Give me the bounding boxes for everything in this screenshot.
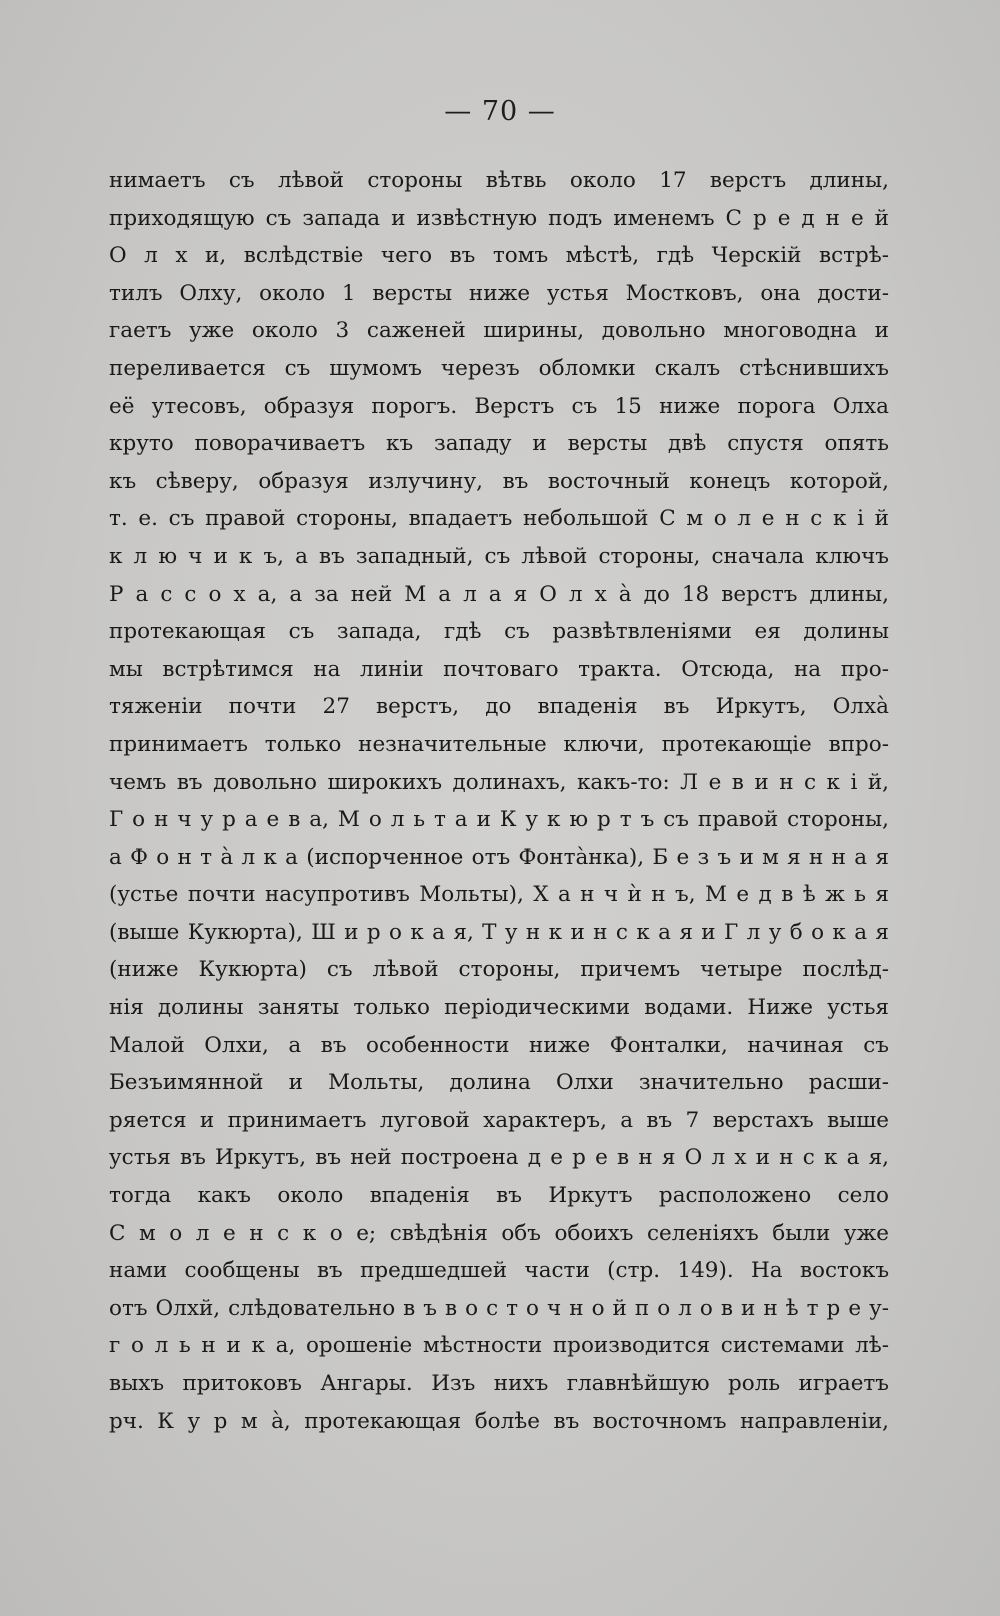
text-line: к л ю ч и к ъ, а въ западный, съ лѣвой стороны, сначала ключъ	[109, 543, 889, 569]
text-line: тяженіи почти 27 верстъ, до впаденія въ Иркутъ, Олха̀	[109, 694, 889, 720]
text-line: переливается съ шумомъ черезъ обломки скалъ стѣснившихъ	[109, 355, 889, 381]
text-line: тогда какъ около впаденія въ Иркутъ расположено село	[109, 1183, 889, 1209]
text-line: круто поворачиваетъ къ западу и версты двѣ спустя опять	[109, 431, 889, 457]
text-line: г о л ь н и к а, орошеніе мѣстности производится системами лѣ-	[109, 1333, 889, 1359]
text-line: нія долины заняты только періодическими водами. Ниже устья	[109, 995, 889, 1021]
text-line: рч. К у р м а̀, протекающая болѣе въ восточномъ направленіи,	[109, 1408, 889, 1434]
text-line: нимаетъ съ лѣвой стороны вѣтвь около 17 верстъ длины,	[109, 168, 889, 193]
text-line: отъ Олхй, слѣдовательно в ъ в о с т о ч н о й п о л о в и н ѣ т р е у-	[109, 1295, 889, 1321]
text-line: протекающая съ запада, гдѣ съ развѣтвленіями ея долины	[109, 619, 889, 645]
text-line: О л х и, вслѣдствіе чего въ томъ мѣстѣ, гдѣ Черскій встрѣ-	[109, 243, 889, 269]
text-line: гаетъ уже около 3 саженей ширины, довольно многоводна и	[109, 318, 889, 344]
text-line: Р а с с о х а, а за ней М а л а я О л х а̀ до 18 верстъ длины,	[109, 581, 889, 607]
text-line: Безъимянной и Мольты, долина Олхи значительно расши-	[109, 1070, 889, 1096]
text-line: принимаетъ только незначительные ключи, протекающіе впро-	[109, 731, 889, 757]
text-line: (устье почти насупротивъ Мольты), Х а н ч ѝ н ъ, М е д в ѣ ж ь я	[109, 882, 889, 908]
body-text	[109, 162, 889, 1440]
text-line: т. е. съ правой стороны, впадаетъ небольшой С м о л е н с к і й	[109, 506, 889, 532]
text-line: Г о н ч у р а е в а, М о л ь т а и К у к ю р т ъ съ правой стороны,	[109, 807, 889, 833]
text-line: (выше Кукюрта), Ш и р о к а я, Т у н к и н с к а я и Г л у б о к а я	[109, 919, 889, 945]
text-line: устья въ Иркутъ, въ ней построена д е р е в н я О л х и н с к а я,	[109, 1145, 889, 1171]
text-line: (ниже Кукюрта) съ лѣвой стороны, причемъ четыре послѣд-	[109, 957, 889, 983]
text-line: чемъ въ довольно широкихъ долинахъ, какъ-то: Л е в и н с к і й,	[109, 769, 889, 795]
text-line: нами сообщены въ предшедшей части (стр. 149). На востокъ	[109, 1258, 889, 1284]
text-line: мы встрѣтимся на линіи почтоваго тракта. Отсюда, на про-	[109, 656, 889, 682]
text-line: къ сѣверу, образуя излучину, въ восточный конецъ которой,	[109, 468, 889, 494]
page-number: — 70 —	[444, 96, 556, 127]
text-line: приходящую съ запада и извѣстную подъ именемъ С р е д н е й	[109, 205, 889, 231]
text-line: выхъ притоковъ Ангары. Изъ нихъ главнѣйшую роль играетъ	[109, 1371, 889, 1396]
text-line: ряется и принимаетъ луговой характеръ, а въ 7 верстахъ выше	[109, 1107, 889, 1133]
text-line: её утесовъ, образуя порогъ. Верстъ съ 15 ниже порога Олха	[109, 393, 889, 419]
text-line: а Ф о н т а̀ л к а (испорченное отъ Фонта̀нка), Б е з ъ и м я н н а я	[109, 844, 889, 870]
text-line: тилъ Олху, около 1 версты ниже устья Мостковъ, она дости-	[109, 280, 889, 306]
text-line: Малой Олхи, а въ особенности ниже Фонталки, начиная съ	[109, 1032, 889, 1058]
text-line: С м о л е н с к о е; свѣдѣнія объ обоихъ селеніяхъ были уже	[109, 1220, 889, 1246]
